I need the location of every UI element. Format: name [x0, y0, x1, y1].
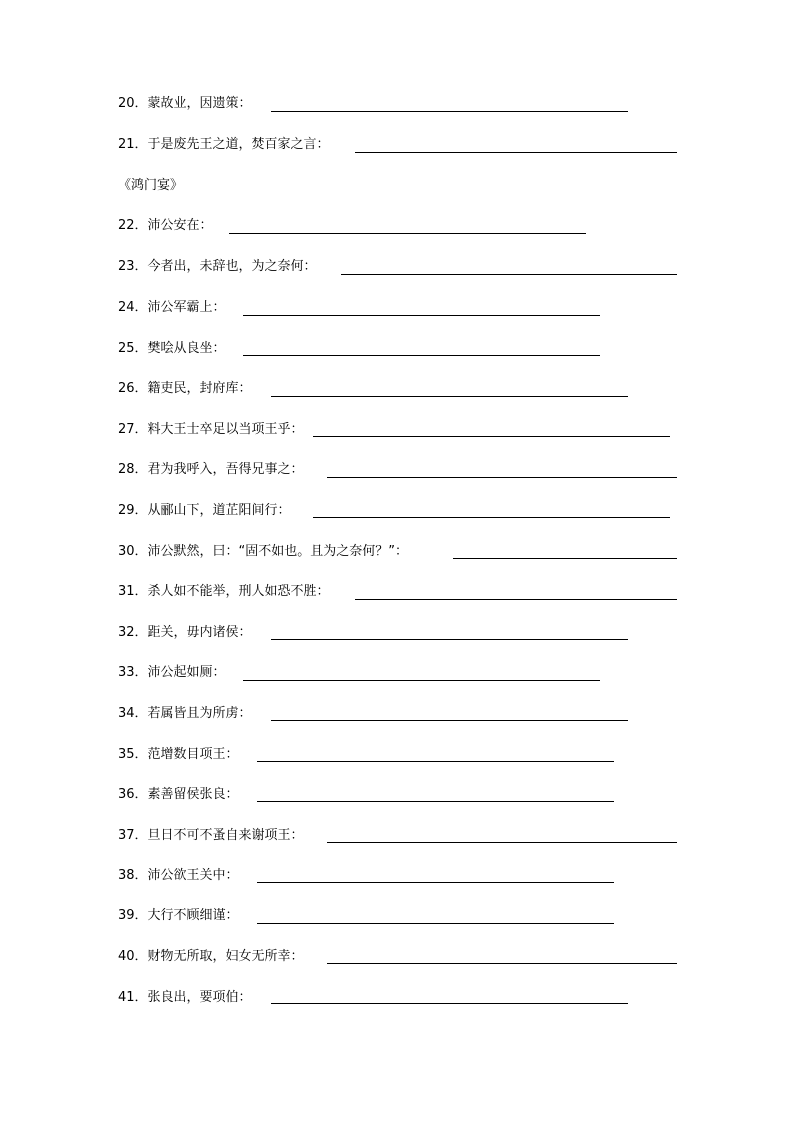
question-text: 沛公默然，曰：“固不如也。且为之奈何？”：: [147, 544, 409, 559]
answer-blank-39[interactable]: [257, 923, 614, 924]
question-21: [118, 135, 330, 155]
question-number: 31．: [118, 584, 148, 599]
question-36: [118, 785, 239, 805]
question-text: 于是废先王之道，焚百家之言：: [147, 137, 330, 152]
question-25: [118, 339, 226, 359]
question-22: [118, 216, 213, 236]
question-number: 39．: [118, 908, 148, 923]
question-number: 36．: [118, 787, 148, 802]
question-text: 蒙故业，因遗策：: [147, 96, 252, 111]
answer-blank-28[interactable]: [327, 477, 677, 478]
question-text: 从郦山下，道芷阳间行：: [147, 503, 291, 518]
question-number: 40．: [118, 949, 148, 964]
answer-blank-29[interactable]: [313, 517, 670, 518]
question-text: 距关，毋内诸侯：: [147, 625, 252, 640]
question-41: [118, 988, 252, 1008]
question-37: [118, 826, 304, 846]
answer-blank-26[interactable]: [271, 396, 628, 397]
question-20: [118, 94, 252, 114]
question-number: 27．: [118, 422, 148, 437]
question-38: [118, 866, 239, 886]
question-text: 财物无所取，妇女无所幸：: [147, 949, 304, 964]
question-text: 张良出，要项伯：: [147, 990, 252, 1005]
question-35: [118, 745, 239, 765]
question-33: [118, 663, 226, 683]
question-28: [118, 460, 304, 480]
question-text: 若属皆且为所虏：: [147, 706, 252, 721]
answer-blank-23[interactable]: [341, 274, 677, 275]
question-number: 21．: [118, 137, 148, 152]
question-number: 28．: [118, 462, 148, 477]
answer-blank-27[interactable]: [313, 436, 670, 437]
answer-blank-24[interactable]: [243, 315, 600, 316]
question-text: 旦日不可不蚤自来谢项王：: [147, 828, 304, 843]
answer-blank-40[interactable]: [327, 963, 677, 964]
answer-blank-25[interactable]: [243, 355, 600, 356]
question-number: 32．: [118, 625, 148, 640]
question-number: 20．: [118, 96, 148, 111]
question-text: 樊哙从良坐：: [147, 341, 226, 356]
question-23: [118, 257, 317, 277]
question-27: [118, 420, 304, 440]
question-number: 23．: [118, 259, 148, 274]
answer-blank-41[interactable]: [271, 1003, 628, 1004]
question-32: [118, 623, 252, 643]
question-number: 26．: [118, 381, 148, 396]
answer-blank-37[interactable]: [327, 842, 677, 843]
question-39: [118, 906, 239, 926]
question-text: 沛公军霸上：: [147, 300, 226, 315]
question-number: 29．: [118, 503, 148, 518]
section-title: 《鸿门宴》: [118, 178, 184, 193]
question-24: [118, 298, 226, 318]
question-number: 34．: [118, 706, 148, 721]
question-text: 大行不顾细谨：: [147, 908, 239, 923]
answer-blank-35[interactable]: [257, 761, 614, 762]
question-text: 素善留侯张良：: [147, 787, 239, 802]
question-text: 杀人如不能举，刑人如恐不胜：: [147, 584, 330, 599]
answer-blank-21[interactable]: [355, 152, 677, 153]
answer-blank-38[interactable]: [257, 882, 614, 883]
answer-blank-20[interactable]: [271, 111, 628, 112]
question-number: 33．: [118, 665, 148, 680]
question-30: [118, 542, 408, 562]
question-number: 25．: [118, 341, 148, 356]
question-text: 今者出，未辞也，为之奈何：: [147, 259, 317, 274]
question-31: [118, 582, 330, 602]
question-number: 37．: [118, 828, 148, 843]
question-text: 籍吏民，封府库：: [147, 381, 252, 396]
question-number: 30．: [118, 544, 148, 559]
question-number: 22．: [118, 218, 148, 233]
question-34: [118, 704, 252, 724]
answer-blank-22[interactable]: [229, 233, 586, 234]
question-number: 41．: [118, 990, 148, 1005]
answer-blank-31[interactable]: [355, 599, 677, 600]
answer-blank-32[interactable]: [271, 639, 628, 640]
question-text: 沛公起如厕：: [147, 665, 226, 680]
question-26: [118, 379, 252, 399]
question-number: 24．: [118, 300, 148, 315]
question-40: [118, 947, 304, 967]
question-number: 38．: [118, 868, 148, 883]
question-number: 35．: [118, 747, 148, 762]
question-text: 君为我呼入，吾得兄事之：: [147, 462, 304, 477]
answer-blank-33[interactable]: [243, 680, 600, 681]
question-text: 沛公安在：: [147, 218, 213, 233]
question-text: 范增数目项王：: [147, 747, 239, 762]
question-text: 沛公欲王关中：: [147, 868, 239, 883]
question-29: [118, 501, 291, 521]
answer-blank-30[interactable]: [453, 558, 677, 559]
answer-blank-36[interactable]: [257, 801, 614, 802]
question-text: 料大王士卒足以当项王乎：: [147, 422, 304, 437]
answer-blank-34[interactable]: [271, 720, 628, 721]
